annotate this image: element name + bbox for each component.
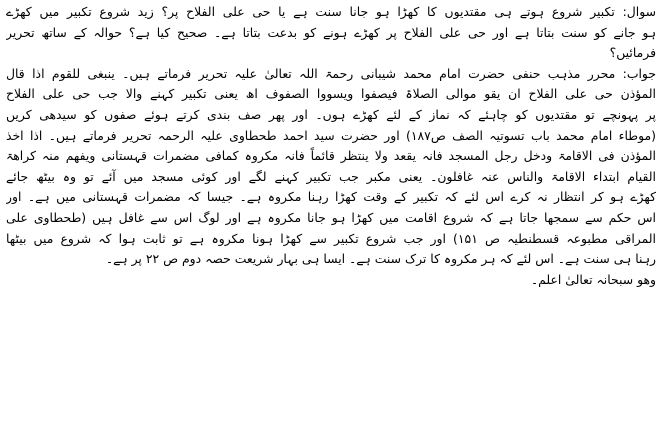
question-line: ہو جانے کو سنت بتاتا ہے اور حی علی الفلاح پر کھڑے ہونے کو بدعت بتاتا ہے۔ صحیح کیا ہے؟ حوالہ کے ساتھ تحریر <box>6 24 656 40</box>
answer-line: المؤذن حی علی الفلاح ان یقو موالی الصلاۃ فیصفوا ویسووا الصفوف اھ یعنی تکبیر کہنے والا جب حی علی الفلاح <box>6 86 656 102</box>
answer-line: المراقی مطبوعہ قسطنطیہ ص ۱۵۱) اور جب شروع تکبیر سے کھڑا ہونا مکروہ ہے تو ثابت ہوا کہ شروع میں بیٹھا <box>6 230 656 246</box>
answer-line: کھڑے ہو کر انتظار نہ کرے اس لئے کہ تکبیر کے وقت کھڑا رہنا مکروہ ہے۔ جیسا کہ مضمرات قہستانی میں ہے۔ اور <box>6 189 656 205</box>
answer-line: المؤذن فی الاقامۃ ودخل رجل المسجد فانہ یقعد ولا ینتظر قائماً فانہ مکروہ کمافی مضمرات قہستانی ویفھم منہ کراھۃ <box>6 148 656 164</box>
answer-line: القیام ابتداء الاقامۃ والناس عنہ غافلون۔ یعنی مکبر جب تکبیر کہنے لگے اور کوئی مسجد میں آئے تو وہ بیٹھ جائے <box>6 168 656 184</box>
answer-line: اس حکم سے سمجھا جاتا ہے کہ شروع اقامت میں کھڑا ہو جانا مکروہ ہے اور لوگ اس سے غافل ہیں (طحطاوی علی <box>6 209 656 225</box>
question-line: سوال: تکبیر شروع ہوتے ہی مقتدیوں کا کھڑا ہو جانا سنت ہے یا حی علی الفلاح پر؟ زید شروع تکبیر میں کھڑے <box>6 4 656 19</box>
answer-line: پر پہونچے تو مقتدیوں کو چاہئے کہ نماز کے لئے کھڑے ہوں۔ اور پھر صف بندی کرتے ہوئے صفوں کو سیدھی کریں <box>6 106 656 122</box>
answer-line: جواب: محرر مذہب حنفی حضرت امام محمد شیبانی رحمۃ اللہ تعالیٰ علیہ تحریر فرماتے ہیں۔ ینبغی للقوم اذا قال <box>6 65 656 81</box>
question-line: فرمائیں؟ <box>609 45 656 61</box>
answer-line: (موطاء امام محمد باب تسوتیہ الصف ص۱۸۷) اور حضرت سید احمد طحطاوی علیہ الرحمہ تحریر فرماتے ہیں۔ اذا اخذ <box>6 127 656 143</box>
answer-block <box>6 64 656 270</box>
closing-line: وھو سبحانہ تعالیٰ اعلم۔ <box>530 271 656 287</box>
question-block <box>6 2 656 64</box>
answer-line: رہنا ہی سنت ہے۔ اس لئے کہ ہر مکروہ کا ترک سنت ہے۔ ایسا ہی بہار شریعت حصہ دوم ص ۲۲ پر ہے۔ <box>105 251 656 267</box>
